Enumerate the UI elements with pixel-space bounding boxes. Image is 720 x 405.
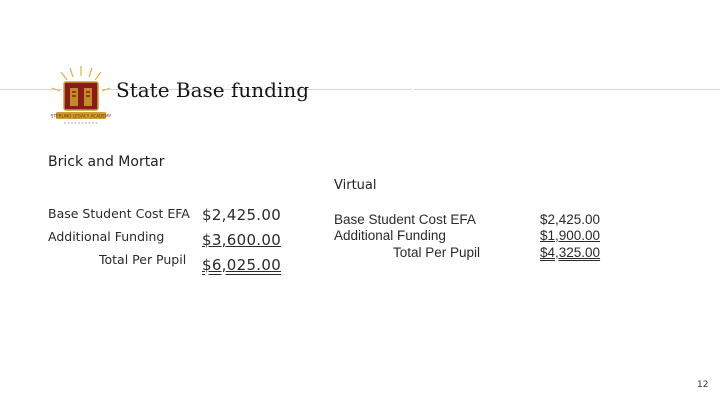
virtual-total-per-pupil-label: Total Per Pupil <box>393 245 481 260</box>
bm-base-cost-label: Base Student Cost EFA <box>48 206 190 221</box>
virtual-additional-funding-label: Additional Funding <box>334 228 446 243</box>
bm-total-per-pupil-value: $6,025.00 <box>202 256 282 274</box>
bm-additional-funding-value: $3,600.00 <box>202 231 282 249</box>
virtual-total-per-pupil-value: $4,325.00 <box>540 245 601 260</box>
bm-additional-funding-label: Additional Funding <box>48 229 165 244</box>
virtual-base-cost-label: Base Student Cost EFA <box>334 212 476 227</box>
school-crest-logo <box>46 62 116 130</box>
bm-total-per-pupil-label: Total Per Pupil <box>99 252 187 267</box>
virtual-heading: Virtual <box>334 178 377 193</box>
page-number: 12 <box>697 380 709 390</box>
bm-base-cost-value: $2,425.00 <box>202 206 282 224</box>
brick-and-mortar-heading: Brick and Mortar <box>48 154 165 170</box>
virtual-additional-funding-value: $1,900.00 <box>540 228 601 243</box>
header-divider-right <box>414 89 720 90</box>
crest-shield <box>64 82 98 110</box>
slide-title: State Base funding <box>116 78 310 102</box>
virtual-base-cost-value: $2,425.00 <box>540 212 601 227</box>
svg-text:STERLING LEGACY ACADEMY: STERLING LEGACY ACADEMY <box>50 113 112 119</box>
